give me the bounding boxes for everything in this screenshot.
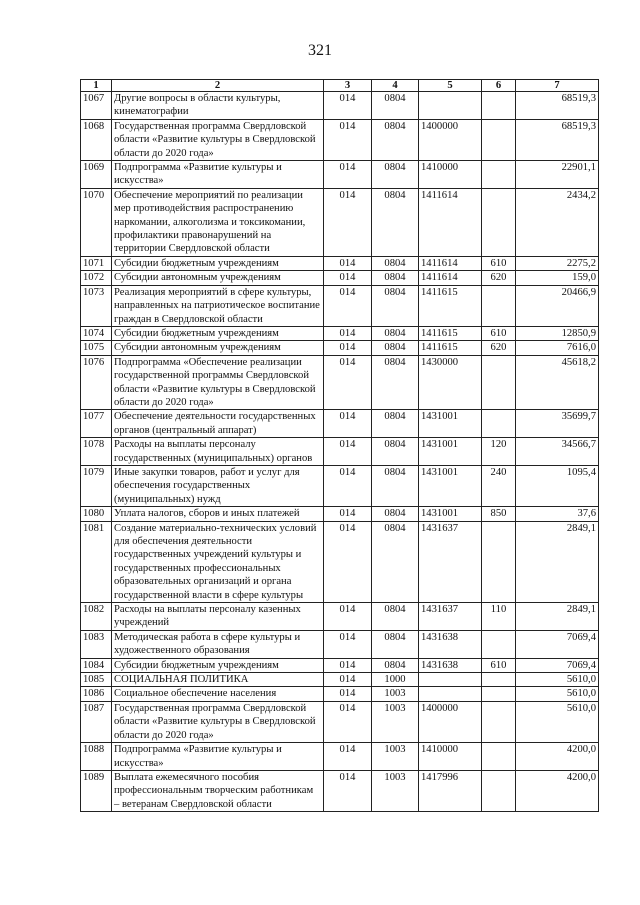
target-code: 1410000 — [419, 161, 482, 189]
amount: 2849,1 — [516, 521, 599, 602]
expense-type-code — [482, 673, 516, 687]
ministry-code: 014 — [324, 271, 372, 285]
table-row — [81, 701, 599, 742]
expense-type-code — [482, 521, 516, 602]
row-number: 1074 — [81, 326, 112, 340]
row-number: 1078 — [81, 438, 112, 466]
table-row — [81, 92, 599, 120]
expense-type-code: 240 — [482, 465, 516, 506]
expense-type-code: 610 — [482, 256, 516, 270]
target-code — [419, 687, 482, 701]
section-code: 0804 — [372, 658, 419, 672]
amount: 20466,9 — [516, 285, 599, 326]
row-name: Расходы на выплаты персоналу казенных учреждений — [112, 603, 324, 631]
expense-type-code — [482, 161, 516, 189]
table-row — [81, 161, 599, 189]
amount: 5610,0 — [516, 687, 599, 701]
expense-type-code — [482, 188, 516, 256]
row-number: 1079 — [81, 465, 112, 506]
table-row — [81, 507, 599, 521]
row-name: Методическая работа в сфере культуры и художественного образования — [112, 630, 324, 658]
ministry-code: 014 — [324, 341, 372, 355]
section-code: 0804 — [372, 92, 419, 120]
ministry-code: 014 — [324, 701, 372, 742]
ministry-code: 014 — [324, 603, 372, 631]
row-name: Реализация мероприятий в сфере культуры, направленных на патриотическое воспитание граждан в Свердловской области — [112, 285, 324, 326]
row-name: Выплата ежемесячного пособия профессиональным творческим работникам – ветеранам Свердловской области — [112, 770, 324, 811]
table-row — [81, 743, 599, 771]
row-number: 1086 — [81, 687, 112, 701]
row-number: 1070 — [81, 188, 112, 256]
target-code: 1411615 — [419, 326, 482, 340]
target-code: 1411615 — [419, 285, 482, 326]
expense-type-code — [482, 410, 516, 438]
row-number: 1069 — [81, 161, 112, 189]
table-row — [81, 326, 599, 340]
ministry-code: 014 — [324, 743, 372, 771]
expense-type-code: 610 — [482, 658, 516, 672]
row-name: Иные закупки товаров, работ и услуг для обеспечения государственных (муниципальных) нужд — [112, 465, 324, 506]
table-row — [81, 770, 599, 811]
target-code: 1411614 — [419, 271, 482, 285]
expense-type-code — [482, 743, 516, 771]
column-header: 6 — [482, 80, 516, 92]
target-code: 1417996 — [419, 770, 482, 811]
expense-type-code: 620 — [482, 271, 516, 285]
row-name: Государственная программа Свердловской области «Развитие культуры в Свердловской области до 2020 года» — [112, 701, 324, 742]
row-name: Подпрограмма «Обеспечение реализации государственной программы Свердловской области «Развитие культуры в Свердловской области до 2020 года» — [112, 355, 324, 410]
expense-type-code — [482, 355, 516, 410]
row-name: Субсидии бюджетным учреждениям — [112, 256, 324, 270]
amount: 12850,9 — [516, 326, 599, 340]
target-code: 1400000 — [419, 119, 482, 160]
table-body — [81, 92, 599, 812]
amount: 68519,3 — [516, 92, 599, 120]
section-code: 0804 — [372, 521, 419, 602]
section-code: 0804 — [372, 630, 419, 658]
amount: 2434,2 — [516, 188, 599, 256]
amount: 22901,1 — [516, 161, 599, 189]
table-row — [81, 256, 599, 270]
amount: 37,6 — [516, 507, 599, 521]
expense-type-code: 110 — [482, 603, 516, 631]
amount: 7069,4 — [516, 658, 599, 672]
row-name: Социальное обеспечение населения — [112, 687, 324, 701]
ministry-code: 014 — [324, 188, 372, 256]
row-number: 1075 — [81, 341, 112, 355]
target-code: 1411614 — [419, 256, 482, 270]
section-code: 1003 — [372, 770, 419, 811]
row-name: Расходы на выплаты персоналу государственных (муниципальных) органов — [112, 438, 324, 466]
amount: 5610,0 — [516, 673, 599, 687]
target-code: 1431638 — [419, 658, 482, 672]
row-number: 1076 — [81, 355, 112, 410]
section-code: 0804 — [372, 161, 419, 189]
table-row — [81, 188, 599, 256]
section-code: 0804 — [372, 603, 419, 631]
ministry-code: 014 — [324, 770, 372, 811]
target-code: 1431001 — [419, 465, 482, 506]
row-number: 1072 — [81, 271, 112, 285]
row-name: Подпрограмма «Развитие культуры и искусства» — [112, 161, 324, 189]
table-row — [81, 285, 599, 326]
row-name: Уплата налогов, сборов и иных платежей — [112, 507, 324, 521]
ministry-code: 014 — [324, 465, 372, 506]
table-row — [81, 630, 599, 658]
expense-type-code: 850 — [482, 507, 516, 521]
section-code: 0804 — [372, 188, 419, 256]
ministry-code: 014 — [324, 326, 372, 340]
row-number: 1082 — [81, 603, 112, 631]
column-header: 1 — [81, 80, 112, 92]
amount: 4200,0 — [516, 743, 599, 771]
column-header: 3 — [324, 80, 372, 92]
section-code: 0804 — [372, 271, 419, 285]
expense-type-code — [482, 119, 516, 160]
row-number: 1080 — [81, 507, 112, 521]
expense-type-code — [482, 701, 516, 742]
row-name: Субсидии автономным учреждениям — [112, 271, 324, 285]
row-number: 1085 — [81, 673, 112, 687]
ministry-code: 014 — [324, 119, 372, 160]
target-code: 1431001 — [419, 438, 482, 466]
section-code: 1003 — [372, 701, 419, 742]
row-name: Создание материально-технических условий для обеспечения деятельности государственных учреждений культуры и государственных профессиональных образовательных организаций и органа государственной власти в сфере культуры — [112, 521, 324, 602]
target-code — [419, 92, 482, 120]
header-row — [81, 80, 599, 92]
amount: 34566,7 — [516, 438, 599, 466]
table-row — [81, 341, 599, 355]
table-row — [81, 687, 599, 701]
table-row — [81, 658, 599, 672]
amount: 5610,0 — [516, 701, 599, 742]
ministry-code: 014 — [324, 687, 372, 701]
ministry-code: 014 — [324, 161, 372, 189]
column-header: 7 — [516, 80, 599, 92]
section-code: 0804 — [372, 341, 419, 355]
target-code: 1430000 — [419, 355, 482, 410]
section-code: 0804 — [372, 119, 419, 160]
row-number: 1083 — [81, 630, 112, 658]
expense-type-code — [482, 770, 516, 811]
section-code: 1000 — [372, 673, 419, 687]
amount: 7616,0 — [516, 341, 599, 355]
page-number: 321 — [308, 42, 332, 59]
target-code: 1411614 — [419, 188, 482, 256]
expense-type-code — [482, 92, 516, 120]
row-name: Другие вопросы в области культуры, кинематографии — [112, 92, 324, 120]
row-name: Субсидии бюджетным учреждениям — [112, 658, 324, 672]
section-code: 0804 — [372, 355, 419, 410]
expense-type-code: 620 — [482, 341, 516, 355]
section-code: 0804 — [372, 507, 419, 521]
column-header: 4 — [372, 80, 419, 92]
ministry-code: 014 — [324, 410, 372, 438]
target-code — [419, 673, 482, 687]
row-name: Подпрограмма «Развитие культуры и искусства» — [112, 743, 324, 771]
row-name: СОЦИАЛЬНАЯ ПОЛИТИКА — [112, 673, 324, 687]
target-code: 1431001 — [419, 410, 482, 438]
amount: 1095,4 — [516, 465, 599, 506]
table-row — [81, 119, 599, 160]
ministry-code: 014 — [324, 630, 372, 658]
table-row — [81, 465, 599, 506]
table-row — [81, 673, 599, 687]
expense-type-code — [482, 687, 516, 701]
target-code: 1410000 — [419, 743, 482, 771]
row-number: 1077 — [81, 410, 112, 438]
ministry-code: 014 — [324, 507, 372, 521]
column-header: 5 — [419, 80, 482, 92]
row-number: 1087 — [81, 701, 112, 742]
section-code: 1003 — [372, 687, 419, 701]
ministry-code: 014 — [324, 92, 372, 120]
target-code: 1411615 — [419, 341, 482, 355]
section-code: 0804 — [372, 465, 419, 506]
table-row — [81, 271, 599, 285]
row-number: 1088 — [81, 743, 112, 771]
ministry-code: 014 — [324, 673, 372, 687]
row-name: Обеспечение мероприятий по реализации мер противодействия распространению наркомании, алкоголизма и токсикомании, профилактики правонарушений на территории Свердловской области — [112, 188, 324, 256]
section-code: 0804 — [372, 285, 419, 326]
target-code: 1431001 — [419, 507, 482, 521]
target-code: 1431638 — [419, 630, 482, 658]
row-number: 1071 — [81, 256, 112, 270]
amount: 35699,7 — [516, 410, 599, 438]
target-code: 1400000 — [419, 701, 482, 742]
amount: 159,0 — [516, 271, 599, 285]
amount: 4200,0 — [516, 770, 599, 811]
ministry-code: 014 — [324, 355, 372, 410]
target-code: 1431637 — [419, 521, 482, 602]
table-row — [81, 603, 599, 631]
target-code: 1431637 — [419, 603, 482, 631]
section-code: 1003 — [372, 743, 419, 771]
column-header: 2 — [112, 80, 324, 92]
row-number: 1067 — [81, 92, 112, 120]
ministry-code: 014 — [324, 658, 372, 672]
section-code: 0804 — [372, 256, 419, 270]
row-number: 1073 — [81, 285, 112, 326]
row-name: Субсидии бюджетным учреждениям — [112, 326, 324, 340]
expense-type-code — [482, 630, 516, 658]
table-row — [81, 521, 599, 602]
amount: 45618,2 — [516, 355, 599, 410]
amount: 68519,3 — [516, 119, 599, 160]
row-name: Государственная программа Свердловской области «Развитие культуры в Свердловской области до 2020 года» — [112, 119, 324, 160]
row-number: 1068 — [81, 119, 112, 160]
section-code: 0804 — [372, 410, 419, 438]
expense-type-code: 610 — [482, 326, 516, 340]
amount: 2849,1 — [516, 603, 599, 631]
row-number: 1084 — [81, 658, 112, 672]
row-name: Обеспечение деятельности государственных органов (центральный аппарат) — [112, 410, 324, 438]
section-code: 0804 — [372, 438, 419, 466]
budget-table — [80, 79, 599, 812]
section-code: 0804 — [372, 326, 419, 340]
row-number: 1089 — [81, 770, 112, 811]
ministry-code: 014 — [324, 256, 372, 270]
amount: 7069,4 — [516, 630, 599, 658]
ministry-code: 014 — [324, 521, 372, 602]
row-name: Субсидии автономным учреждениям — [112, 341, 324, 355]
expense-type-code — [482, 285, 516, 326]
ministry-code: 014 — [324, 438, 372, 466]
amount: 2275,2 — [516, 256, 599, 270]
row-number: 1081 — [81, 521, 112, 602]
ministry-code: 014 — [324, 285, 372, 326]
table-row — [81, 355, 599, 410]
expense-type-code: 120 — [482, 438, 516, 466]
table-row — [81, 438, 599, 466]
table-row — [81, 410, 599, 438]
